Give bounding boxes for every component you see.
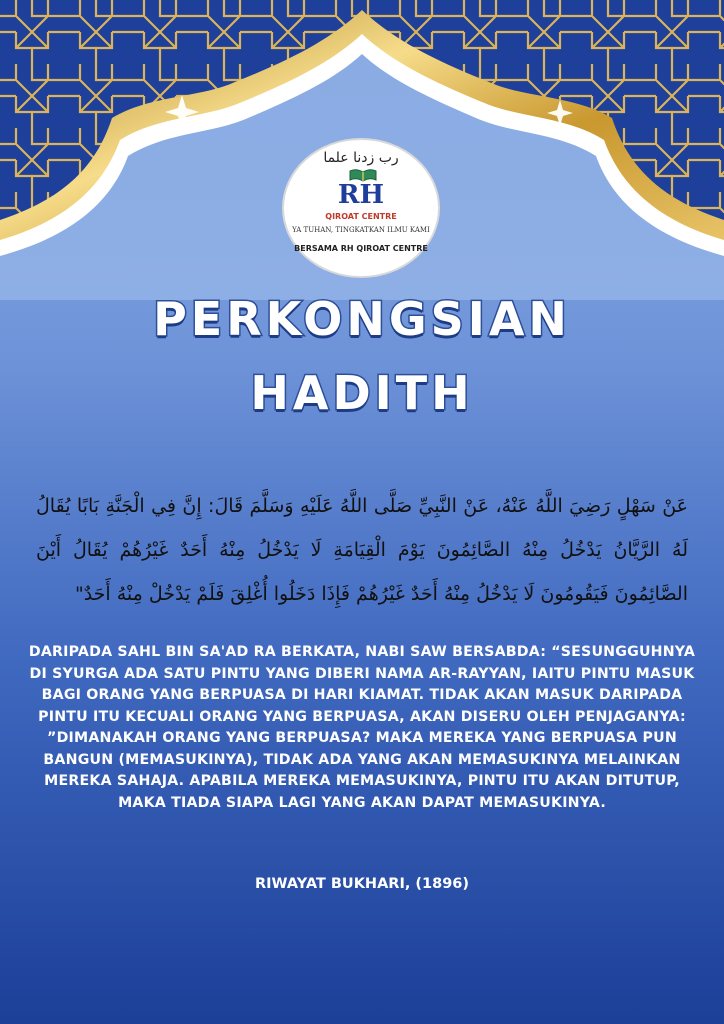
logo-mark: RH [337,180,385,210]
hadith-arabic-text: عَنْ سَهْلٍ رَضِيَ اللَّهُ عَنْهُ، عَنْ النَّبِيِّ صَلَّى اللَّهُ عَلَيْهِ وَسَلَّمَ قَالَ: إِنَّ فِي الْجَنَّةِ بَابًا يُقَالُ لَهُ الرَّيَّانُ يَدْخُلُ مِنْهُ الصَّائِمُونَ يَوْمَ الْقِيَامَةِ لَا يَدْخُلُ مِنْهُ أَحَدٌ غَيْرُهُمْ يُقَالُ أَيْنَ الصَّائِمُونَ فَيَقُومُونَ لَا يَدْخُلُ مِنْهُ أَحَدٌ غَيْرُهُمْ فَإِذَا دَخَلُوا أُغْلِقَ فَلَمْ يَدْخُلْ مِنْهُ أَحَدٌ" [36,495,688,605]
logo-arabic-text: رب زدنا علما [323,150,399,166]
page-title-line1: PERKONGSIAN [153,292,571,346]
logo-ring-text: BERSAMA RH QIROAT CENTRE [294,244,428,253]
rh-qiroat-centre-logo [282,138,440,278]
logo-motto: YA TUHAN, TINGKATKAN ILMU KAMI [292,226,430,234]
hadith-translation: DARIPADA SAHL BIN SA'AD RA BERKATA, NABI SAW BERSABDA: “SESUNGGUHNYA DI SYURGA ADA SATU PINTU YANG DIBERI NAMA AR-RAYYAN, IAITU PINTU MASUK BAGI ORANG YANG BERPUASA DI HARI KIAMAT. TIDAK AKAN MASUK DARIPADA PINTU ITU KECUALI ORANG YANG BERPUASA, AKAN DISERU OLEH PENJAGANYA: ”DIMANAKAH ORANG YANG BERPUASA? MAKA MEREKA YANG BERPUASA PUN BANGUN (MEMASUKINYA), TIDAK ADA YANG AKAN MEMASUKINYA MELAINKAN MEREKA SAHAJA. APABILA MEREKA MEMASUKINYA, PINTU ITU AKAN DITUTUP, MAKA TIADA SIAPA LAGI YANG AKAN DAPAT MEMASUKINYA. [28,644,696,811]
page-title-line2: HADITH [250,366,474,420]
hadith-source: RIWAYAT BUKHARI, (1896) [254,876,470,892]
logo-subtitle: QIROAT CENTRE [325,212,397,221]
